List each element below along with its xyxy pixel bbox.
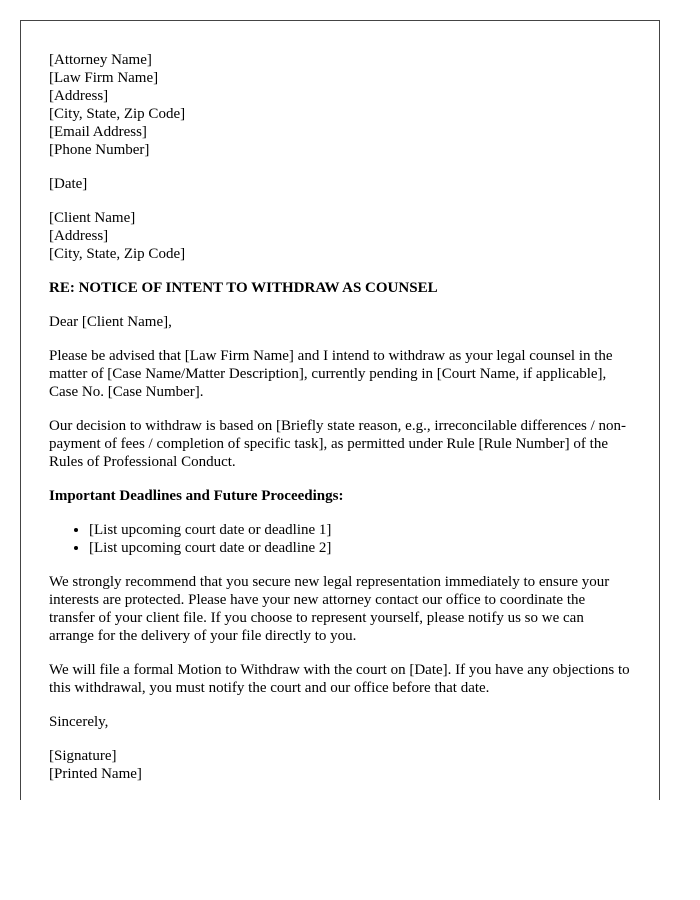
closing: Sincerely,: [49, 714, 109, 730]
paragraph-motion: We will file a formal Motion to Withdraw with the court on [Date]. If you have any objections to this withdrawal, you must notify the court and our office before that date.: [49, 662, 630, 696]
recipient-address: [Address]: [49, 228, 109, 244]
deadlines-heading: Important Deadlines and Future Proceedings:: [49, 488, 344, 504]
letter-date: [Date]: [49, 176, 88, 192]
sender-block: [49, 51, 631, 159]
printed-name: [Printed Name]: [49, 766, 142, 782]
paragraph-reason: Our decision to withdraw is based on [Briefly state reason, e.g., irreconcilable differences / non-payment of fees / completion of specific task], as permitted under Rule [Rule Number] of the Rules of Professional Conduct.: [49, 418, 627, 470]
paragraph-recommendation: We strongly recommend that you secure new legal representation immediately to ensure your interests are protected. Please have your new attorney contact our office to coordinate the transfer of your client file. If you choose to represent yourself, please notify us so we can arrange for the delivery of your file directly to you.: [49, 574, 610, 644]
deadline-item-2: • [List upcoming court date or deadline 2]: [89, 539, 631, 557]
signature-line: [Signature]: [49, 748, 117, 764]
sender-address: [Address]: [49, 88, 109, 104]
paragraph-intent: Please be advised that [Law Firm Name] and I intend to withdraw as your legal counsel in the matter of [Case Name/Matter Description], currently pending in [Court Name, if applicable], Case No. [Case Number].: [49, 348, 613, 400]
sender-phone: [Phone Number]: [49, 142, 150, 158]
recipient-city-state-zip: [City, State, Zip Code]: [49, 246, 186, 262]
letter-page: [20, 20, 660, 800]
sender-attorney-name: [Attorney Name]: [49, 52, 152, 68]
sender-city-state-zip: [City, State, Zip Code]: [49, 106, 186, 122]
date-block: [49, 175, 631, 193]
sender-law-firm-name: [Law Firm Name]: [49, 70, 159, 86]
signature-block: [49, 747, 631, 783]
sender-email: [Email Address]: [49, 124, 147, 140]
recipient-client-name: [Client Name]: [49, 210, 136, 226]
salutation: Dear [Client Name],: [49, 314, 172, 330]
recipient-block: [49, 209, 631, 263]
deadline-item-1: • [List upcoming court date or deadline 1]: [89, 521, 631, 539]
subject-line: RE: NOTICE OF INTENT TO WITHDRAW AS COUNSEL: [49, 280, 438, 296]
deadlines-list: [49, 521, 631, 557]
